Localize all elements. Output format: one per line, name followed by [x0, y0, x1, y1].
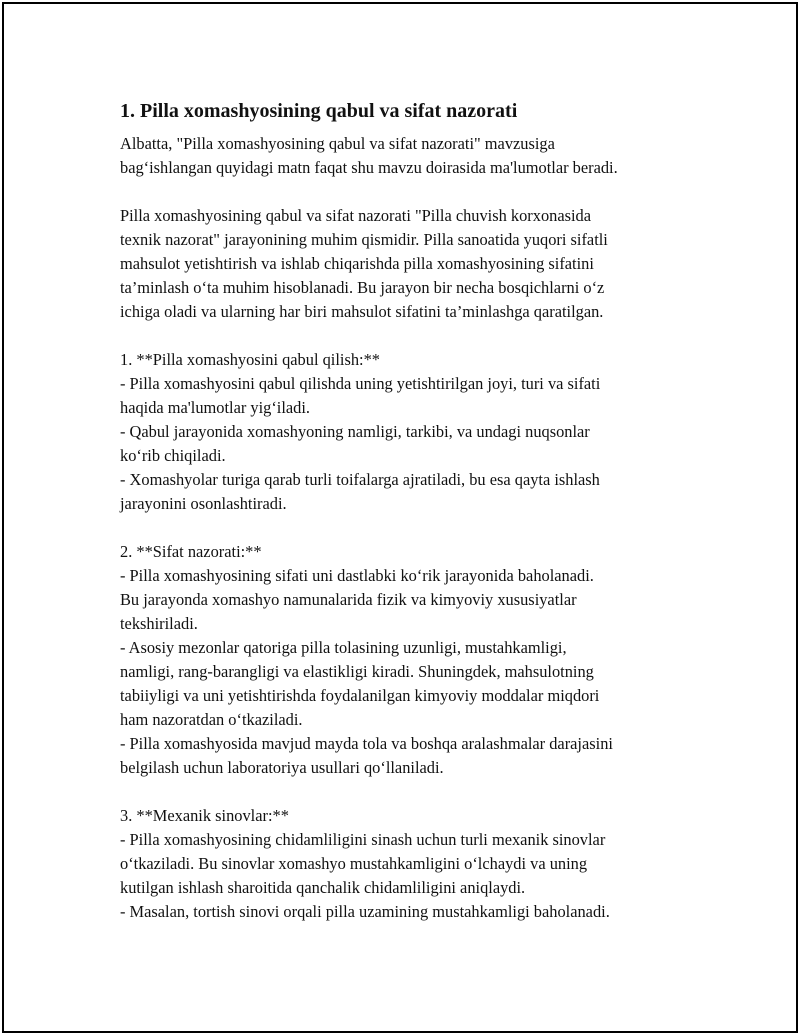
document-page: [2, 2, 798, 1033]
section-3-body: - Pilla xomashyosining chidamliligini sinash uchun turli mexanik sinovlar o‘tkaziladi. Bu sinovlar xomashyo mustahkamligini o‘lchaydi va uning kutilgan ishlash sharoitida qanchalik chidamliligini aniqlaydi. - Masalan, tortish sinovi orqali pilla uzamining mustahkamligi baholanadi.: [120, 830, 610, 921]
section-1-body: - Pilla xomashyosini qabul qilishda uning yetishtirilgan joyi, turi va sifati haqida ma'lumotlar yig‘iladi. - Qabul jarayonida xomashyoning namligi, tarkibi, va undagi nuqsonlar ko‘rib chiqiladi. - Xomashyolar turiga qarab turli toifalarga ajratiladi, bu esa qayta ishlash jarayonini osonlashtiradi.: [120, 374, 601, 513]
section-2-body: - Pilla xomashyosining sifati uni dastlabki ko‘rik jarayonida baholanadi. Bu jarayonda xomashyo namunalarida fizik va kimyoviy xususiyatlar tekshiriladi. - Asosiy mezonlar qatoriga pilla tolasining uzunligi, mustahkamligi, namligi, rang-barangligi va elastikligi kiradi. Shuningdek, mahsulotning tabiiyligi va uni yetishtirishda foydalanilgan kimyoviy moddalar miqdori ham nazoratdan o‘tkaziladi. - Pilla xomashyosida mavjud mayda tola va boshqa aralashmalar darajasini belgilash uchun laboratoriya usullari qo‘llaniladi.: [120, 566, 613, 777]
paragraph-gap: [120, 780, 700, 804]
paragraph-gap: [120, 180, 700, 204]
section-1-heading: 1. **Pilla xomashyosini qabul qilish:**: [120, 350, 380, 369]
intro-paragraph: Albatta, "Pilla xomashyosining qabul va sifat nazorati" mavzusiga bag‘ishlangan quyidagi matn faqat shu mavzu doirasida ma'lumotlar beradi.: [120, 134, 618, 177]
paragraph-gap: [120, 516, 700, 540]
section-2-heading: 2. **Sifat nazorati:**: [120, 542, 262, 561]
document-content: [120, 98, 700, 924]
section-3-heading: 3. **Mexanik sinovlar:**: [120, 806, 289, 825]
paragraph-gap: [120, 324, 700, 348]
overview-paragraph: Pilla xomashyosining qabul va sifat nazorati "Pilla chuvish korxonasida texnik nazorat" jarayonining muhim qismidir. Pilla sanoatida yuqori sifatli mahsulot yetishtirish va ishlab chiqarishda pilla xomashyosining sifatini ta’minlash o‘ta muhim hisoblanadi. Bu jarayon bir necha bosqichlarni o‘z ichiga oladi va ularning har biri mahsulot sifatini ta’minlashga qaratilgan.: [120, 206, 608, 321]
document-title: 1. Pilla xomashyosining qabul va sifat nazorati: [120, 100, 518, 122]
